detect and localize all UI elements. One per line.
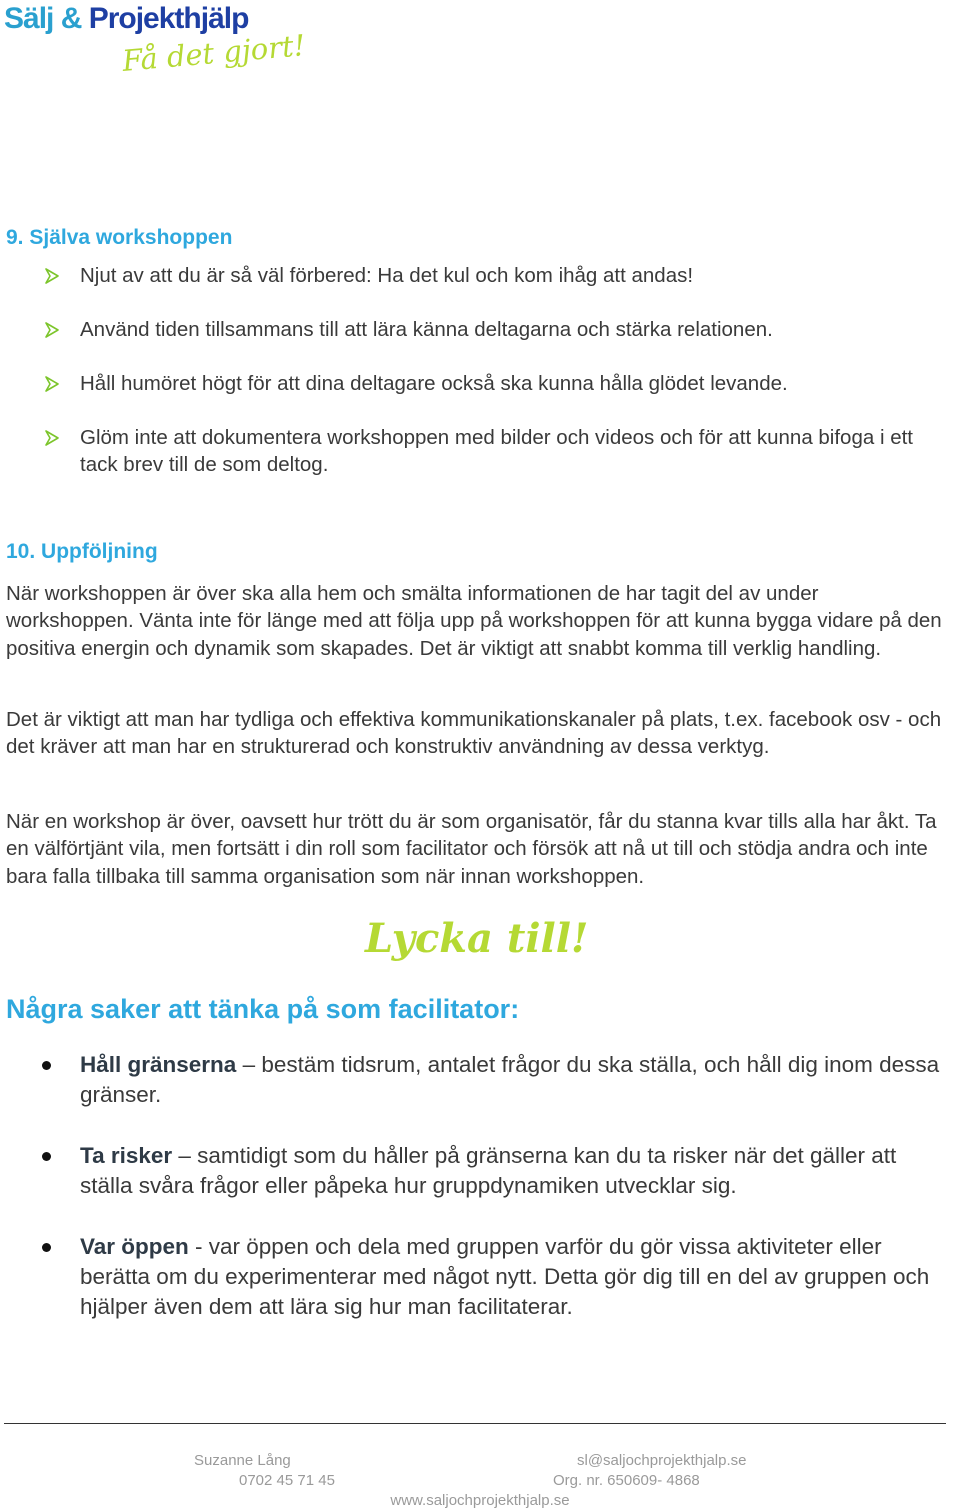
footer-divider [4,1423,946,1424]
footer-email[interactable]: sl@saljochprojekthjalp.se [577,1452,747,1469]
list-item [0,1050,940,1110]
item-text: – bestäm tidsrum, antalet frågor du ska ställa, och håll dig inom dessa gränser. [80,1052,940,1107]
item-text: - var öppen och dela med gruppen varför du gör vissa aktiviteter eller berätta om du experimenterar med något nytt. Detta gör dig till en del av gruppen och hjälper även dem att lära sig hur man facilitaterar. [80,1234,930,1319]
list-item [0,1232,940,1322]
bullet-dot-icon [42,1061,51,1070]
facilitator-title: Några saker att tänka på som facilitator: [6,994,520,1024]
section-9-title: 9. Själva workshoppen [6,226,233,249]
item-term: Ta risker [80,1143,173,1168]
item-term: Håll gränserna [80,1052,237,1077]
section-10-paragraph-2: Det är viktigt att man har tydliga och effektiva kommunikationskanaler på plats, t.ex. facebook osv - och det kräver att man har en strukturerad och konstruktiv användning av dessa verktyg. [6,708,942,759]
arrow-bullet-icon [45,322,59,338]
section-10-paragraph-3: När en workshop är över, oavsett hur trött du är som organisatör, får du stanna kvar tills alla har åkt. Ta en välförtjänt vila, men fortsätt i din roll som facilitator och försök att nå ut till och stödja andra och inte bara falla tillbaka till samma organisation som när innan workshoppen. [6,810,937,888]
footer-phone: 0702 45 71 45 [239,1472,335,1489]
footer-org-number: Org. nr. 650609- 4868 [553,1472,700,1489]
bullet-text: Glöm inte att dokumentera workshoppen med bilder och videos och för att kunna bifoga i ett tack brev till de som deltog. [80,426,914,476]
arrow-bullet-icon [45,430,59,446]
facilitator-list [0,1050,940,1353]
logo-part-projekthjalp: Projekthjälp [88,2,249,35]
bullet-text: Håll humöret högt för att dina deltagare också ska kunna hålla glödet levande. [80,372,788,395]
item-text: – samtidigt som du håller på gränserna kan du ta risker när det gäller att ställa svåra frågor eller påpeka hur gruppdynamiken utvecklar sig. [80,1143,897,1198]
list-item [0,316,940,343]
item-term: Var öppen [80,1234,189,1259]
section-10-title: 10. Uppföljning [6,540,158,563]
closing-greeting: Lycka till! [365,915,589,962]
section-10-paragraph-1: När workshoppen är över ska alla hem och smälta informationen de har tagit del av under workshoppen. Vänta inte för länge med att följa upp på workshoppen för att kunna bygga vidare på den positiva energin och dynamik som skapades. Det är viktigt att snabbt komma till verklig handling. [6,582,942,660]
list-item [0,262,940,289]
logo-wordmark [4,2,248,36]
arrow-bullet-icon [45,376,59,392]
list-item [0,370,940,397]
logo-tagline: Få det gjort! [120,28,307,78]
list-item [0,424,940,478]
arrow-bullet-icon [45,268,59,284]
footer-name: Suzanne Lång [194,1452,291,1469]
bullet-dot-icon [42,1243,51,1252]
section-9-bullet-list [0,262,940,505]
logo-part-salj: Sälj & [4,2,89,35]
bullet-text: Använd tiden tillsammans till att lära känna deltagarna och stärka relationen. [80,318,773,341]
bullet-dot-icon [42,1152,51,1161]
bullet-text: Njut av att du är så väl förbered: Ha det kul och kom ihåg att andas! [80,264,694,287]
list-item [0,1141,940,1201]
footer-website-link[interactable]: www.saljochprojekthjalp.se [390,1492,570,1509]
